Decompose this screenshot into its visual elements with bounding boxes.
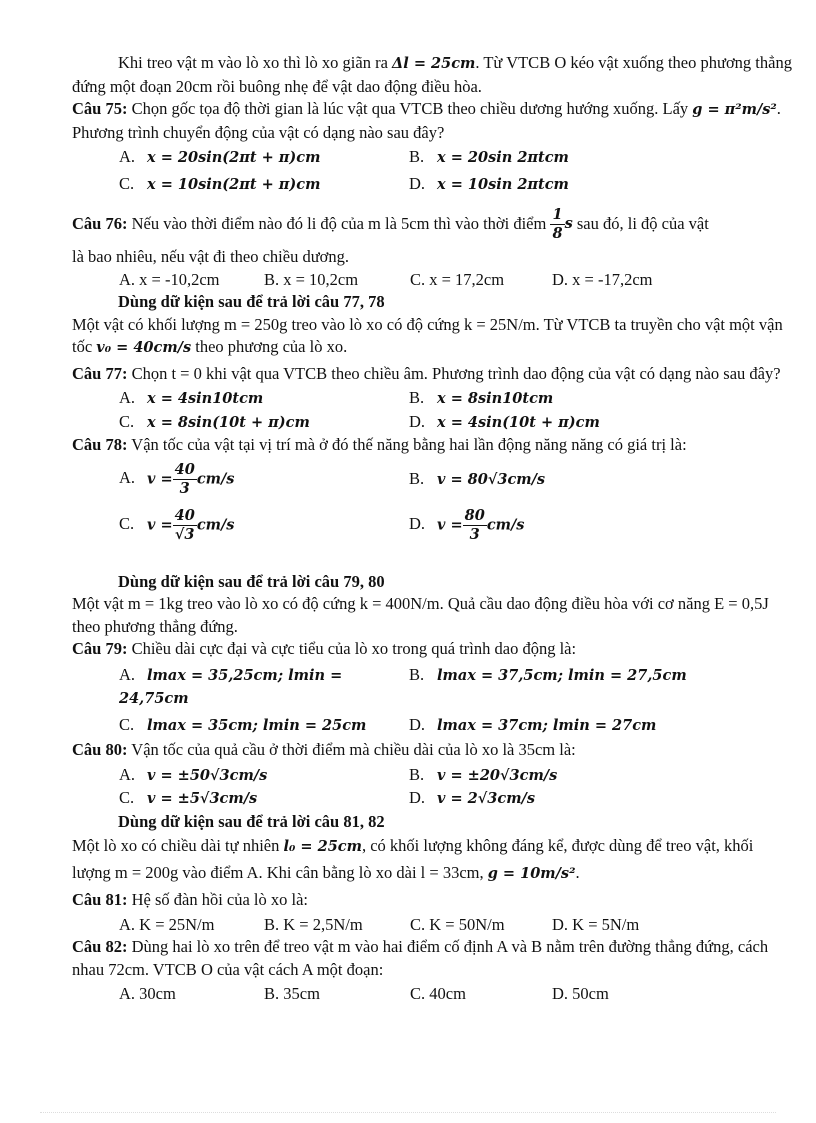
fraction-denominator: √3 [174, 526, 195, 543]
answer-c[interactable] [119, 787, 409, 811]
question-text: Dùng hai lò xo trên để treo vật m vào hai điểm cố định A và B nằm trên đường thẳng đứng, cách nhau 72cm. VTCB O của vật cách A một đoạn: [72, 937, 769, 979]
answer-row [72, 983, 796, 1006]
answer-label: C. [119, 714, 135, 734]
answer-d[interactable] [409, 714, 699, 738]
answer-b[interactable] [409, 146, 699, 170]
question-text: Vận tốc của vật tại vị trí mà ở đó thế năng bằng hai lần động năng năng có giá trị là: [127, 435, 687, 454]
intro-formula: Δl = 25cm [392, 55, 476, 72]
fraction [550, 206, 564, 243]
answer-label: A. [119, 468, 136, 488]
question-76-continued: là bao nhiêu, nếu vật đi theo chiều dương. [72, 247, 350, 266]
fraction-denominator: 8 [552, 224, 563, 242]
answer-row [72, 173, 796, 197]
question-label: Câu 78: [72, 435, 128, 454]
unit: cm/s [486, 516, 525, 534]
answer-row [72, 457, 796, 503]
answer-label: D. [409, 714, 426, 734]
fraction [463, 507, 487, 544]
fraction-numerator: 1 [552, 205, 563, 223]
answer-b[interactable] [409, 468, 699, 492]
answer-d[interactable]: D. x = -17,2cm [552, 269, 653, 289]
question-label: Câu 76: [72, 213, 128, 233]
document-page [72, 52, 796, 1006]
answer-label: B. [409, 764, 425, 784]
data-paragraph [72, 314, 796, 360]
answer-row [72, 664, 796, 711]
answer-row [72, 269, 796, 292]
answer-formula: x = 20sin 2πtcm [437, 149, 569, 166]
answer-formula: lmax = 37cm; lmin = 27cm [437, 716, 657, 734]
formula-2: g = 10m/s² [487, 865, 576, 882]
answer-formula: v = ±5√3cm/s [147, 790, 258, 807]
answer-row [72, 914, 796, 937]
answer-c[interactable] [119, 411, 409, 435]
question-77 [72, 363, 796, 386]
answer-c[interactable]: C. 40cm [410, 984, 466, 1003]
fraction-numerator: 40 [174, 507, 195, 524]
answer-label: C. [119, 514, 135, 534]
answer-row [72, 146, 796, 170]
paragraph-text: Một lò xo có chiều dài tự nhiên [72, 836, 284, 855]
paragraph-text-2: , có khối lượng không đáng kể, được dùng để treo vật, khối lượng m = 200g vào điểm A. Khi cân bằng lò xo dài l = 33cm, [72, 836, 754, 882]
section-header: Dùng dữ kiện sau để trả lời câu 79, 80 [118, 571, 385, 591]
question-text: Chọn gốc tọa độ thời gian là lúc vật qua VTCB theo chiều dương hướng xuống. Lấy [127, 99, 693, 118]
paragraph-text-2: theo phương của lò xo. [191, 337, 348, 356]
formula-prefix: v = [147, 470, 173, 488]
section-header: Dùng dữ kiện sau để trả lời câu 77, 78 [118, 292, 385, 311]
question-75 [72, 98, 796, 144]
answer-formula: x = 8sin10tcm [437, 390, 554, 407]
answer-formula: x = 8sin(10t + π)cm [147, 413, 310, 431]
answer-d[interactable]: D. 50cm [552, 984, 609, 1003]
answer-b[interactable]: B. K = 2,5N/m [264, 914, 363, 934]
answer-formula: v = ±50√3cm/s [147, 766, 268, 784]
answer-label: D. [409, 788, 426, 807]
question-text: Hệ số đàn hồi của lò xo là: [127, 890, 309, 909]
unit: cm/s [196, 516, 235, 534]
answer-c[interactable] [119, 173, 409, 197]
answer-label: A. [119, 664, 136, 684]
question-label: Câu 80: [72, 740, 128, 759]
answer-formula: v = 80√3cm/s [437, 470, 546, 488]
question-text: Chiều dài cực đại và cực tiểu của lò xo trong quá trình dao động là: [127, 639, 577, 658]
answer-formula: lmax = 35,25cm; lmin = 24,75cm [119, 666, 343, 707]
answer-row [72, 764, 796, 788]
data-paragraph: Một vật m = 1kg treo vào lò xo có độ cứng k = 400N/m. Quả cầu dao động điều hòa với cơ năng E = 0,5J theo phương thẳng đứng. [72, 594, 769, 636]
question-label: Câu 82: [72, 937, 128, 956]
question-81 [72, 889, 796, 912]
answer-row [72, 387, 796, 411]
answer-formula: x = 4sin(10t + π)cm [437, 413, 600, 431]
formula-prefix: v = [437, 516, 463, 534]
answer-c[interactable]: C. K = 50N/m [410, 914, 505, 934]
answer-a[interactable]: A. 30cm [119, 984, 176, 1003]
answer-c[interactable]: C. x = 17,2cm [410, 269, 505, 289]
question-79 [72, 638, 796, 661]
question-text: Vận tốc của quả cầu ở thời điểm mà chiều dài của lò xo là 35cm là: [127, 740, 576, 759]
question-text: Nếu vào thời điểm nào đó li độ của m là 5cm thì vào thời điểm [127, 213, 551, 233]
answer-formula: lmax = 37,5cm; lmin = 27,5cm [437, 666, 687, 684]
question-label: Câu 79: [72, 639, 128, 658]
answer-label: A. [119, 147, 136, 166]
fraction-denominator: 3 [469, 526, 480, 543]
answer-a[interactable] [119, 387, 409, 411]
answer-b[interactable] [409, 387, 699, 411]
question-76 [72, 202, 796, 246]
answer-row [72, 714, 796, 738]
answer-b[interactable] [409, 664, 699, 711]
answer-formula: x = 20sin(2πt + π)cm [147, 149, 321, 166]
answer-b[interactable]: B. 35cm [264, 984, 320, 1003]
formula: v₀ = 40cm/s [96, 339, 192, 356]
answer-a[interactable] [119, 146, 409, 170]
formula: l₀ = 25cm [283, 838, 362, 855]
intro-text: Khi treo vật m vào lò xo thì lò xo giãn ra [118, 53, 393, 72]
answer-d[interactable] [409, 787, 699, 811]
formula-prefix: v = [147, 516, 173, 534]
answer-label: D. [409, 514, 426, 534]
data-paragraph [72, 833, 796, 887]
answer-row [72, 411, 796, 435]
answer-d[interactable]: D. K = 5N/m [552, 914, 640, 934]
question-text-2: . Phương trình chuyển động của vật có dạng nào sau đây? [72, 99, 781, 142]
answer-c[interactable] [119, 714, 409, 738]
answer-formula: x = 10sin 2πtcm [437, 175, 569, 193]
fraction-denominator: 3 [179, 480, 190, 497]
answer-label: C. [119, 411, 135, 431]
question-label: Câu 75: [72, 99, 128, 118]
answer-label: D. [409, 173, 426, 193]
fraction [173, 507, 197, 544]
question-82 [72, 936, 796, 981]
question-78 [72, 434, 796, 457]
answer-formula: x = 4sin10tcm [147, 390, 264, 407]
answer-a[interactable] [119, 461, 409, 498]
answer-row [72, 503, 796, 549]
fraction-numerator: 80 [464, 507, 485, 524]
answer-formula: v = ±20√3cm/s [437, 766, 558, 784]
question-text-2: sau đó, li độ của vật [572, 213, 709, 233]
answer-label: C. [119, 173, 135, 193]
fraction-numerator: 40 [174, 461, 195, 478]
answer-c[interactable] [119, 507, 409, 544]
answer-a[interactable]: A. x = -10,2cm [119, 269, 220, 289]
answer-d[interactable] [409, 173, 699, 197]
unit: s [564, 214, 573, 232]
answer-label: B. [409, 468, 425, 488]
page-bottom-rule [40, 1112, 776, 1113]
answer-label: C. [119, 788, 135, 807]
paragraph-text-3: . [575, 863, 580, 882]
answer-label: D. [409, 411, 426, 431]
answer-label: B. [409, 664, 425, 684]
answer-b[interactable]: B. x = 10,2cm [264, 269, 359, 289]
formula: g = π²m/s² [692, 101, 777, 118]
answer-a[interactable] [119, 664, 409, 711]
answer-label: B. [409, 388, 425, 407]
answer-formula: lmax = 35cm; lmin = 25cm [147, 716, 367, 734]
paragraph-text: Một vật có khối lượng m = 250g treo vào lò xo có độ cứng k = 25N/m. Từ VTCB ta truyền cho vật một vận tốc [72, 314, 783, 356]
answer-d[interactable] [409, 411, 699, 435]
fraction [173, 461, 197, 498]
intro-paragraph [72, 52, 796, 98]
question-80 [72, 739, 796, 762]
section-header: Dùng dữ kiện sau để trả lời câu 81, 82 [118, 811, 385, 831]
intro-text-2: . Từ VTCB O kéo vật xuống theo phương thẳng đứng một đoạn 20cm rồi buông nhẹ để vật dao động điều hòa. [72, 53, 792, 96]
answer-d[interactable] [409, 507, 699, 544]
unit: cm/s [196, 470, 235, 488]
question-text: Chọn t = 0 khi vật qua VTCB theo chiều âm. Phương trình dao động của vật có dạng nào sau đây? [127, 363, 781, 383]
answer-a[interactable]: A. K = 25N/m [119, 914, 215, 934]
question-label: Câu 81: [72, 890, 128, 909]
answer-formula: x = 10sin(2πt + π)cm [147, 175, 321, 193]
answer-label: A. [119, 764, 136, 784]
answer-label: A. [119, 388, 136, 407]
answer-a[interactable] [119, 764, 409, 788]
answer-formula: v = 2√3cm/s [437, 790, 536, 807]
answer-label: B. [409, 147, 425, 166]
answer-row [72, 787, 796, 811]
answer-b[interactable] [409, 764, 699, 788]
question-label: Câu 77: [72, 363, 128, 383]
